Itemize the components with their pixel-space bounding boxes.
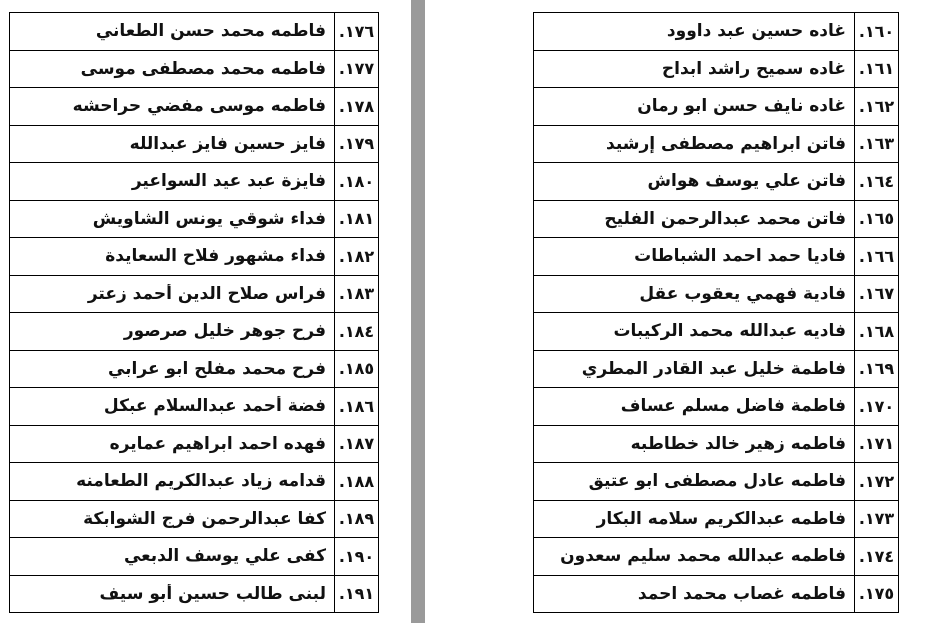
row-number: ١٨٨. bbox=[334, 463, 378, 500]
table-row bbox=[533, 238, 899, 276]
table-row bbox=[9, 351, 379, 389]
row-name: كفا عبدالرحمن فرج الشوابكة bbox=[83, 508, 326, 529]
row-name: فاطمه عبدالله محمد سليم سعدون bbox=[560, 546, 846, 567]
row-name: فاتن ابراهيم مصطفى إرشيد bbox=[606, 133, 846, 154]
row-number: ١٨٦. bbox=[334, 388, 378, 425]
row-number: ١٧٢. bbox=[854, 463, 898, 500]
row-name: كفى علي يوسف الدبعي bbox=[123, 546, 326, 567]
row-name: فرح جوهر خليل صرصور bbox=[123, 321, 326, 342]
table-row bbox=[9, 51, 379, 89]
table-row bbox=[9, 538, 379, 576]
row-number: ١٦٧. bbox=[854, 276, 898, 313]
row-name: فداء شوقي يونس الشاويش bbox=[92, 208, 326, 229]
table-row bbox=[533, 276, 899, 314]
row-number: ١٧١. bbox=[854, 426, 898, 463]
table-row bbox=[9, 238, 379, 276]
row-name: فاطمه عبدالكريم سلامه البكار bbox=[596, 508, 846, 529]
table-row bbox=[533, 201, 899, 239]
table-row bbox=[533, 576, 899, 614]
row-number: ١٨١. bbox=[334, 201, 378, 238]
row-name: فاطمه محمد مصطفى موسى bbox=[80, 58, 326, 79]
row-number: ١٦٦. bbox=[854, 238, 898, 275]
row-name: فاطمه زهير خالد خطاطبه bbox=[630, 433, 846, 454]
row-name: غاده سميح راشد ابداح bbox=[661, 58, 846, 79]
row-name: فاديا حمد احمد الشباطات bbox=[634, 246, 846, 267]
row-name: فاتن محمد عبدالرحمن الفليح bbox=[604, 208, 846, 229]
table-row bbox=[9, 163, 379, 201]
names-table-left bbox=[9, 12, 379, 613]
row-name: فاطمه موسى مفضي حراحشه bbox=[72, 96, 326, 117]
table-row bbox=[9, 88, 379, 126]
table-row bbox=[9, 576, 379, 614]
row-number: ١٨٥. bbox=[334, 351, 378, 388]
table-row bbox=[533, 426, 899, 464]
right-page bbox=[425, 0, 925, 623]
row-name: غاده نايف حسن ابو رمان bbox=[637, 96, 846, 117]
row-name: فاطمة خليل عبد القادر المطري bbox=[581, 358, 846, 379]
names-table-right bbox=[533, 12, 899, 613]
table-row bbox=[9, 388, 379, 426]
row-number: ١٦١. bbox=[854, 51, 898, 88]
row-number: ١٧٤. bbox=[854, 538, 898, 575]
table-row bbox=[533, 88, 899, 126]
table-row bbox=[533, 538, 899, 576]
row-number: ١٨٢. bbox=[334, 238, 378, 275]
row-name: لبنى طالب حسين أبو سيف bbox=[99, 583, 326, 604]
table-row bbox=[533, 163, 899, 201]
table-row bbox=[9, 463, 379, 501]
row-number: ١٧٩. bbox=[334, 126, 378, 163]
table-row bbox=[533, 463, 899, 501]
row-number: ١٦٠. bbox=[854, 13, 898, 50]
row-name: فادية فهمي يعقوب عقل bbox=[639, 283, 846, 304]
table-row bbox=[533, 126, 899, 164]
row-name: فاطمه عادل مصطفى ابو عتيق bbox=[588, 471, 846, 492]
row-number: ١٧٧. bbox=[334, 51, 378, 88]
table-row bbox=[533, 51, 899, 89]
row-name: فايز حسين فايز عبدالله bbox=[129, 133, 326, 154]
page-divider bbox=[411, 0, 425, 623]
row-name: فاطمه غصاب محمد احمد bbox=[637, 583, 846, 604]
row-number: ١٨٧. bbox=[334, 426, 378, 463]
table-row bbox=[9, 426, 379, 464]
row-name: غاده حسين عبد داوود bbox=[666, 21, 846, 42]
row-name: فرح محمد مفلح ابو عرابي bbox=[107, 358, 326, 379]
row-number: ١٧٦. bbox=[334, 13, 378, 50]
row-number: ١٩٠. bbox=[334, 538, 378, 575]
row-name: فضة أحمد عبدالسلام عبكل bbox=[103, 396, 326, 417]
table-row bbox=[9, 201, 379, 239]
row-name: فراس صلاح الدين أحمد زعتر bbox=[87, 283, 326, 304]
table-row bbox=[533, 351, 899, 389]
row-name: فاتن علي يوسف هواش bbox=[647, 171, 846, 192]
table-row bbox=[533, 313, 899, 351]
row-number: ١٦٣. bbox=[854, 126, 898, 163]
row-name: فاديه عبدالله محمد الركيبات bbox=[613, 321, 846, 342]
row-number: ١٨٤. bbox=[334, 313, 378, 350]
table-row bbox=[9, 313, 379, 351]
row-number: ١٧٠. bbox=[854, 388, 898, 425]
row-name: فاطمة فاضل مسلم عساف bbox=[620, 396, 846, 417]
row-number: ١٧٣. bbox=[854, 501, 898, 538]
row-number: ١٨٩. bbox=[334, 501, 378, 538]
table-row bbox=[533, 501, 899, 539]
table-row bbox=[9, 501, 379, 539]
row-name: فهده احمد ابراهيم عمايره bbox=[109, 433, 326, 454]
row-number: ١٦٤. bbox=[854, 163, 898, 200]
row-name: قدامه زياد عبدالكريم الطعامنه bbox=[76, 471, 326, 492]
row-name: فاطمه محمد حسن الطعاني bbox=[95, 21, 326, 42]
left-page bbox=[0, 0, 411, 623]
row-number: ١٦٨. bbox=[854, 313, 898, 350]
row-number: ١٨٣. bbox=[334, 276, 378, 313]
table-row bbox=[9, 276, 379, 314]
row-number: ١٧٨. bbox=[334, 88, 378, 125]
row-number: ١٧٥. bbox=[854, 576, 898, 613]
table-row bbox=[533, 388, 899, 426]
row-name: فايزة عبد عيد السواعير bbox=[131, 171, 326, 192]
row-number: ١٦٥. bbox=[854, 201, 898, 238]
table-row bbox=[533, 13, 899, 51]
row-number: ١٦٩. bbox=[854, 351, 898, 388]
row-number: ١٦٢. bbox=[854, 88, 898, 125]
row-number: ١٩١. bbox=[334, 576, 378, 613]
table-row bbox=[9, 126, 379, 164]
row-number: ١٨٠. bbox=[334, 163, 378, 200]
row-name: فداء مشهور فلاح السعايدة bbox=[105, 246, 326, 267]
table-row bbox=[9, 13, 379, 51]
